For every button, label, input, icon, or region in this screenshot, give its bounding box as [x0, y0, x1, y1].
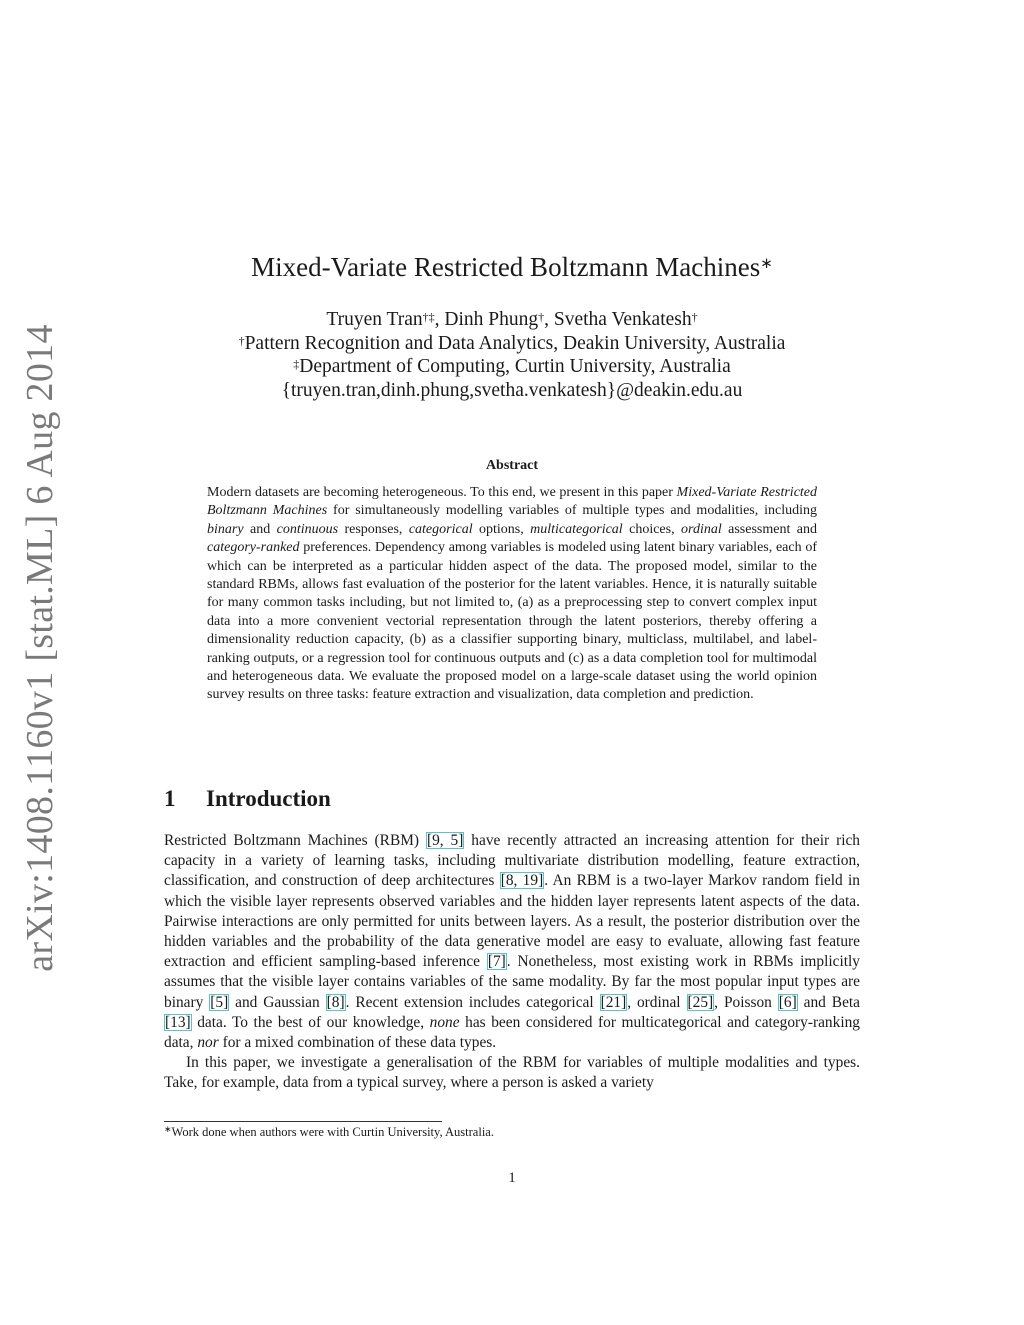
title-footnote-mark: ∗	[760, 256, 773, 272]
text-run: data. To the best of our knowledge,	[191, 1013, 430, 1031]
citation-link[interactable]: [25]	[687, 993, 714, 1011]
text-run: for simultaneously modelling variables of multiple types and modalities, including	[327, 503, 817, 519]
emphasized-text: Mixed-Variate Restricted Boltzmann Machines	[207, 485, 818, 519]
text-run: Restricted Boltzmann Machines (RBM)	[164, 832, 426, 849]
citation-link[interactable]: [5]	[210, 993, 229, 1011]
author-name: Svetha Venkatesh	[553, 309, 692, 330]
footnote-mark: ∗	[164, 1124, 172, 1134]
text-run: has been considered for multicategorical and category-ranking data,	[164, 1013, 860, 1052]
citation-link[interactable]: [7]	[487, 953, 506, 971]
emphasized-text: multicategorical	[530, 521, 623, 537]
author-names	[164, 308, 860, 332]
affiliation-line	[164, 355, 860, 379]
text-run: , ordinal	[627, 993, 687, 1011]
affiliation-mark: †	[238, 333, 245, 348]
page-number: 1	[508, 1170, 516, 1186]
text-run: Modern datasets are becoming heterogeneous. To this end, we present in this paper	[207, 485, 677, 500]
abstract-heading: Abstract	[485, 458, 539, 473]
text-run: . Recent extension includes categorical	[345, 993, 600, 1011]
section-title: Introduction	[206, 786, 331, 811]
text-run: for a mixed combination of these data types.	[218, 1034, 497, 1052]
emphasized-text: nor	[197, 1034, 219, 1052]
affiliation-line	[164, 332, 860, 356]
citation-link[interactable]: [9, 5]	[426, 832, 464, 849]
introduction-body	[164, 831, 860, 1094]
text-run: responses,	[338, 521, 409, 537]
affiliation-text: Pattern Recognition and Data Analytics, Deakin University, Australia	[244, 332, 786, 354]
paper-title-text: Mixed-Variate Restricted Boltzmann Machines	[251, 252, 761, 282]
emphasized-text: none	[429, 1013, 460, 1031]
emphasized-text: categorical	[408, 521, 473, 537]
author-separator: ,	[544, 309, 554, 330]
text-run: preferences. Dependency among variables is modeled using latent binary variables, each of which can be interpreted as a particular hidden aspect of the data. The proposed model, similar to the standard RBMs, allows fast evaluation of the posterior for the latent variables. Hence, it is naturally suitable for many common tasks including, but not limited to, (a) as a preprocessing step to convert complex input data into a more convenient vectorial representation through the latent posteriors, thereby offering a dimensionality reduction capacity, (b) as a classifier supporting binary, multiclass, multilabel, and label-ranking outputs, or a regression tool for continuous outputs and (c) as a data completion tool for multimodal and heterogeneous data. We evaluate the proposed model on a large-scale dataset using the world opinion survey results on three tasks: feature extraction and visualization, data completion and prediction.	[207, 540, 817, 703]
author-separator: ,	[434, 309, 445, 330]
text-run: assessment and	[721, 521, 817, 537]
author-affiliation-mark: †	[691, 310, 698, 324]
text-run: choices,	[622, 521, 682, 537]
paper-title	[164, 250, 860, 284]
arxiv-identifier-text: arXiv:1408.1160v1 [stat.ML] 6 Aug 2014	[19, 323, 61, 972]
text-run: have recently attracted an increasing attention for their rich capacity in a variety of learning tasks, including multivariate distribution modelling, feature extraction, classification, and construction of deep architectures	[164, 832, 861, 890]
citation-link[interactable]: [13]	[165, 1013, 191, 1031]
text-run: In this paper, we investigate a generalisation of the RBM for variables of multiple modalities and types. Take, for example, data from a typical survey, where a person is asked a variety	[164, 1054, 860, 1092]
text-run: and Beta	[797, 993, 861, 1011]
emphasized-text: ordinal	[681, 521, 722, 537]
emphasized-text: binary	[207, 521, 244, 537]
text-run: and Gaussian	[229, 993, 326, 1011]
emphasized-text: category-ranked	[207, 540, 300, 556]
paragraph	[164, 831, 860, 1053]
author-affiliation-mark: †‡	[422, 310, 435, 324]
footnote	[164, 1125, 494, 1140]
section-number: 1	[164, 786, 176, 811]
citation-link[interactable]: [6]	[778, 993, 797, 1011]
text-run: . An RBM is a two-layer Markov random field in which the visible layer represents observed variables and the hidden layer represents latent aspects of the data. Pairwise interactions are only permitted for units between layers. As a result, the posterior distribution over the hidden variables and the probability of the data generative model are easy to evaluate, allowing fast feature extraction and efficient sampling-based inference	[164, 872, 860, 971]
text-run: . Nonetheless, most existing work in RBMs implicitly assumes that the visible layer contains variables of the same modality. By far the most popular input types are binary	[164, 953, 860, 1011]
arxiv-identifier-stamp	[14, 323, 66, 972]
footnote-divider	[164, 1121, 442, 1122]
text-run: options,	[472, 521, 531, 537]
author-block	[164, 308, 860, 402]
affiliation-text: Department of Computing, Curtin University, Australia	[299, 356, 731, 377]
footnote-text: Work done when authors were with Curtin University, Australia.	[171, 1125, 494, 1139]
author-email: {truyen.tran,dinh.phung,svetha.venkatesh}@deakin.edu.au	[281, 379, 743, 401]
citation-link[interactable]: [8]	[326, 993, 345, 1011]
abstract-body	[207, 484, 817, 705]
paragraph	[164, 1053, 860, 1093]
author-affiliations	[164, 332, 860, 379]
text-run: , Poisson	[714, 993, 778, 1011]
author-affiliation-mark: †	[538, 310, 545, 324]
author-name: Dinh Phung	[444, 309, 539, 330]
emphasized-text: continuous	[276, 521, 339, 537]
author-name: Truyen Tran	[326, 309, 423, 330]
affiliation-mark: ‡	[293, 357, 300, 371]
citation-link[interactable]: [21]	[600, 993, 627, 1011]
citation-link[interactable]: [8, 19]	[500, 872, 544, 890]
text-run: and	[243, 521, 277, 537]
section-heading	[164, 786, 331, 812]
